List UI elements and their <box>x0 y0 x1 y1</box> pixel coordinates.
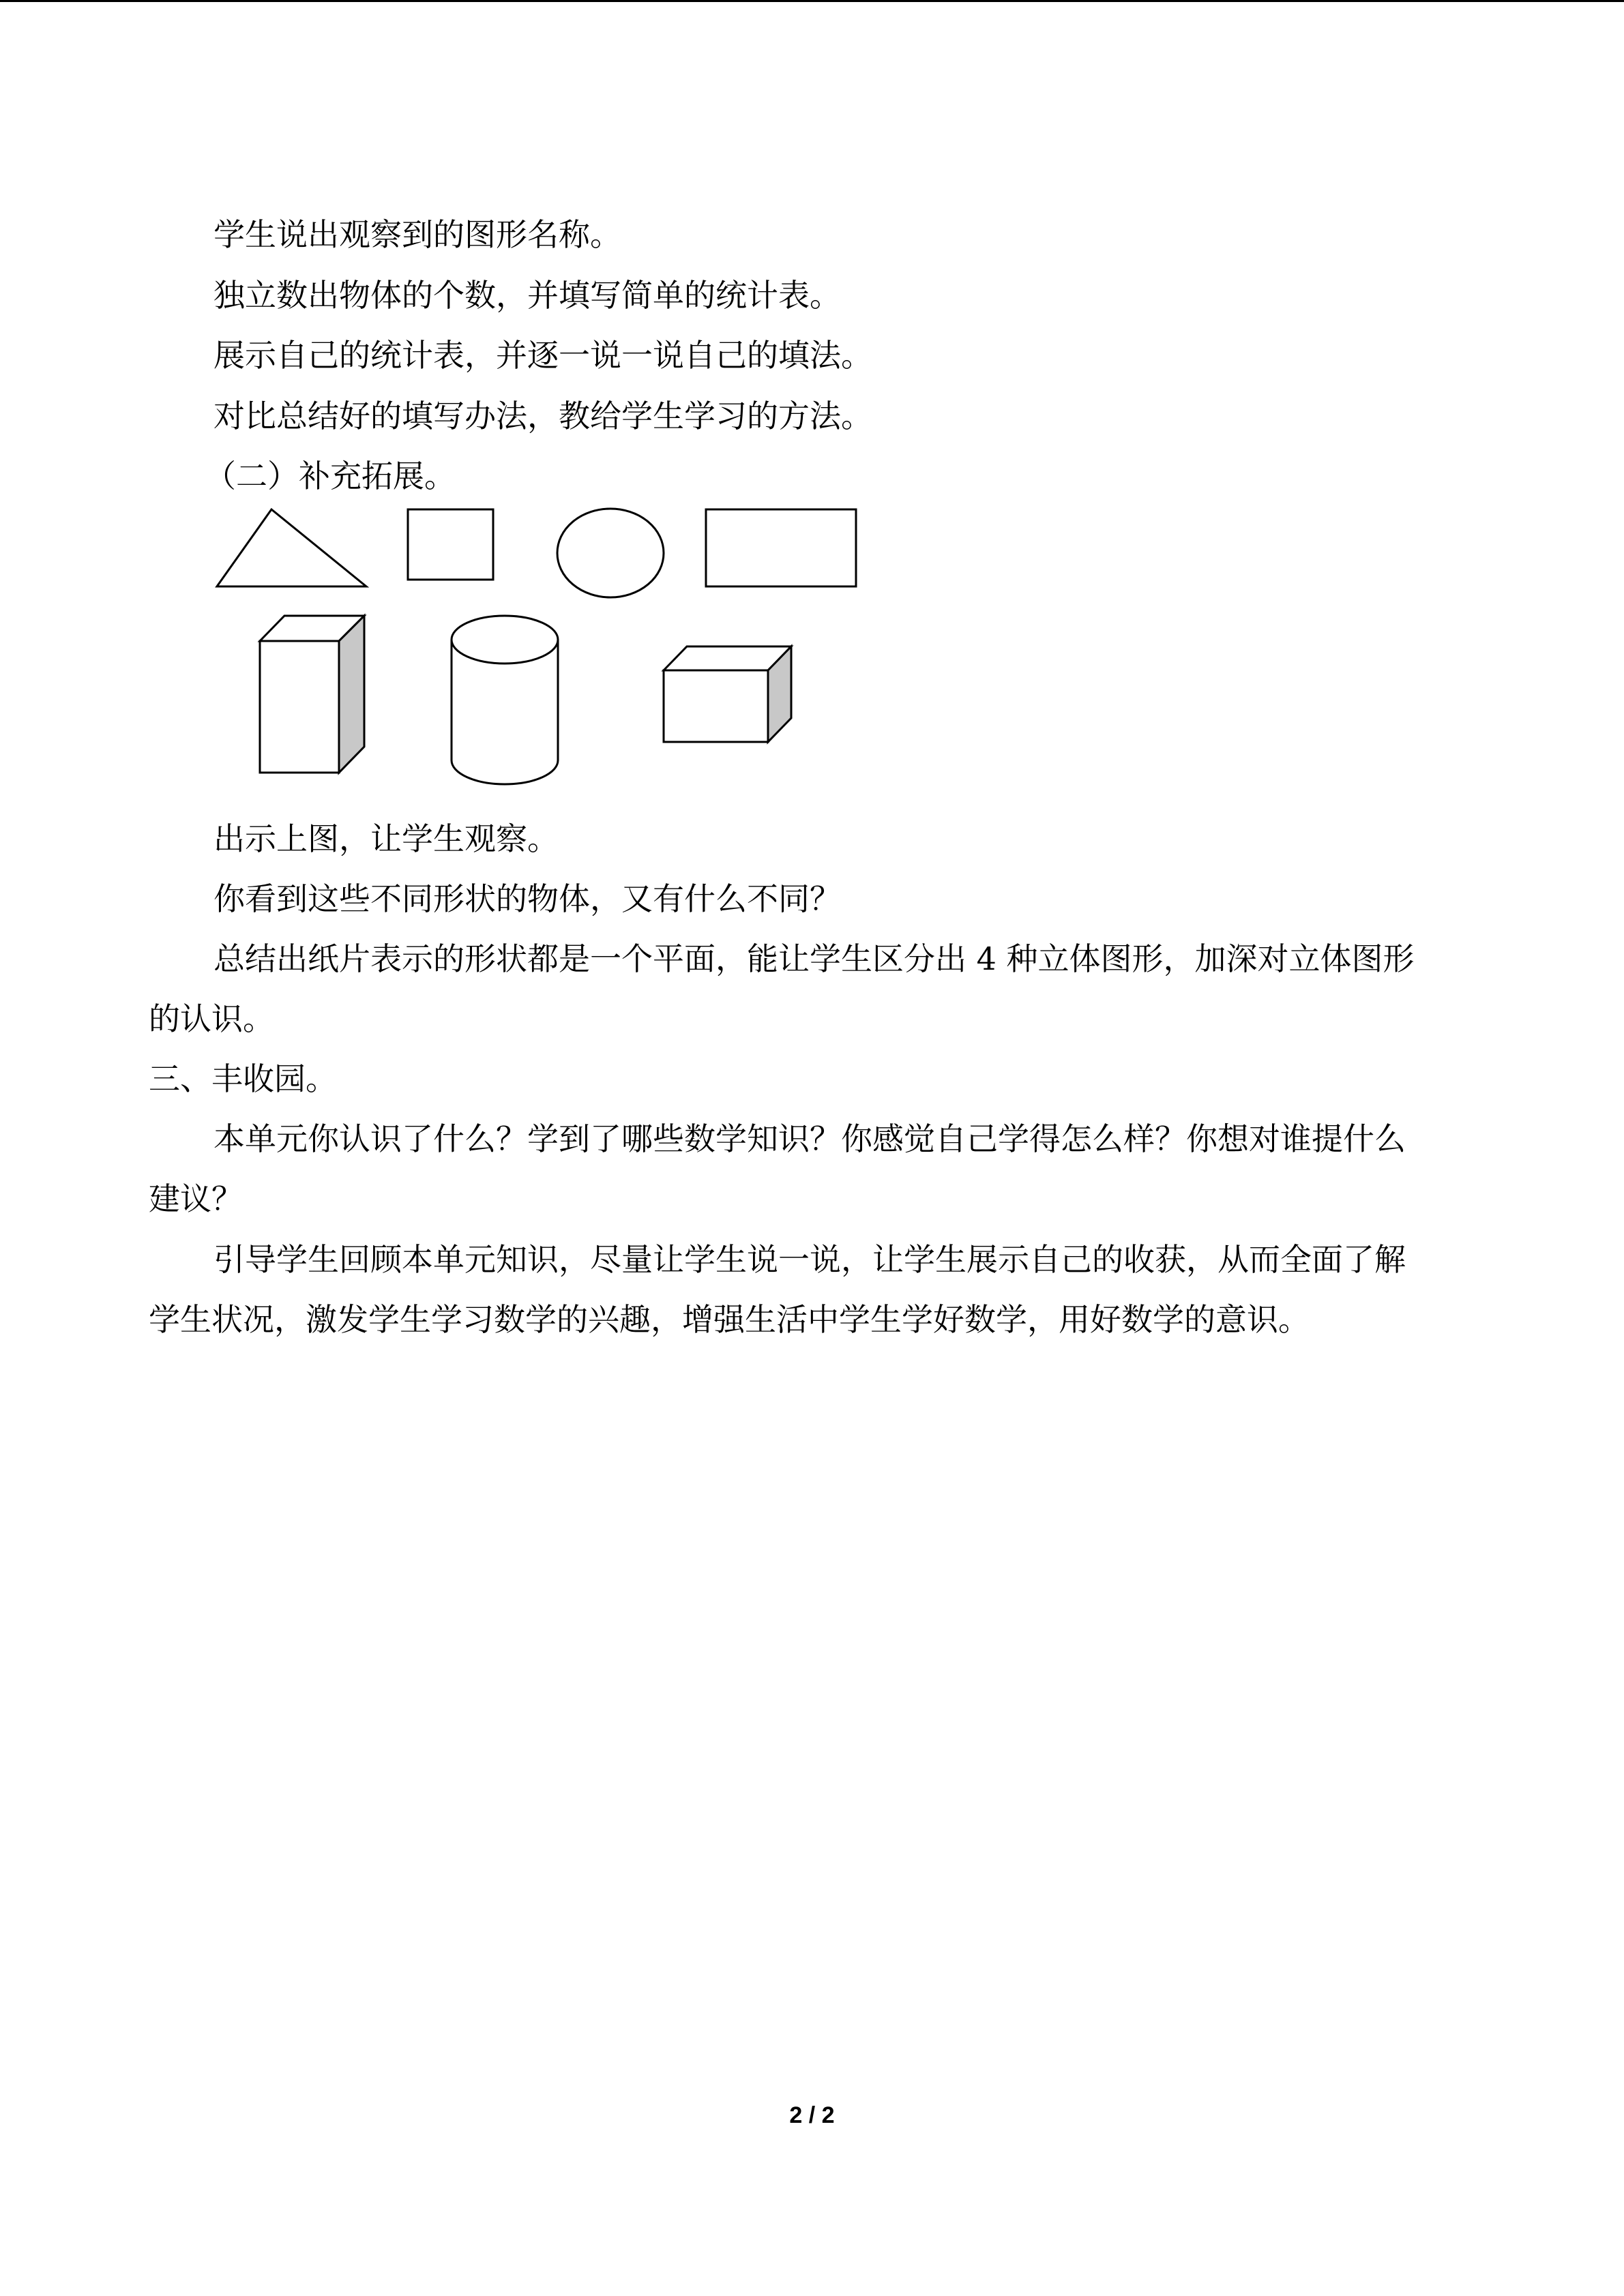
paragraph-guide-line1: 引导学生回顾本单元知识，尽量让学生说一说，让学生展示自己的收获，从而全面了解 <box>213 1241 1406 1278</box>
paragraph-guide-line2: 学生状况，激发学生学习数学的兴趣，增强生活中学生学好数学，用好数学的意识。 <box>149 1301 1310 1338</box>
paragraph-question-difference: 你看到这些不同形状的物体，又有什么不同？ <box>213 880 841 917</box>
paragraph-count-objects: 独立数出物体的个数，并填写简单的统计表。 <box>213 277 841 314</box>
cylinder-shape <box>452 616 558 784</box>
cuboid-flat-shape <box>664 646 791 742</box>
circle-shape <box>557 509 664 597</box>
triangle-shape <box>217 509 366 586</box>
paragraph-reflection-line2: 建议？ <box>149 1180 243 1217</box>
paragraph-summary-line2: 的认识。 <box>149 1000 274 1037</box>
paragraph-show-figure: 出示上图，让学生观察。 <box>213 820 559 857</box>
shapes-figure <box>205 501 887 794</box>
cuboid-tall-shape <box>260 616 364 773</box>
paragraph-show-table: 展示自己的统计表，并逐一说一说自己的填法。 <box>213 337 872 374</box>
section-heading-extension: （二）补充拓展。 <box>205 458 456 494</box>
paragraph-reflection-line1: 本单元你认识了什么？学到了哪些数学知识？你感觉自己学得怎么样？你想对谁提什么 <box>213 1120 1406 1157</box>
square-shape <box>408 509 493 580</box>
rectangle-shape <box>706 509 856 586</box>
section-heading-harvest: 三、丰收园。 <box>149 1060 337 1097</box>
paragraph-observe-names: 学生说出观察到的图形名称。 <box>213 216 621 253</box>
page-top-border <box>0 0 1624 2</box>
paragraph-summary-line1: 总结出纸片表示的形状都是一个平面，能让学生区分出 4 种立体图形，加深对立体图形 <box>213 940 1415 977</box>
paragraph-compare-methods: 对比总结好的填写办法，教给学生学习的方法。 <box>213 398 872 434</box>
page-number: 2 / 2 <box>789 2102 835 2128</box>
